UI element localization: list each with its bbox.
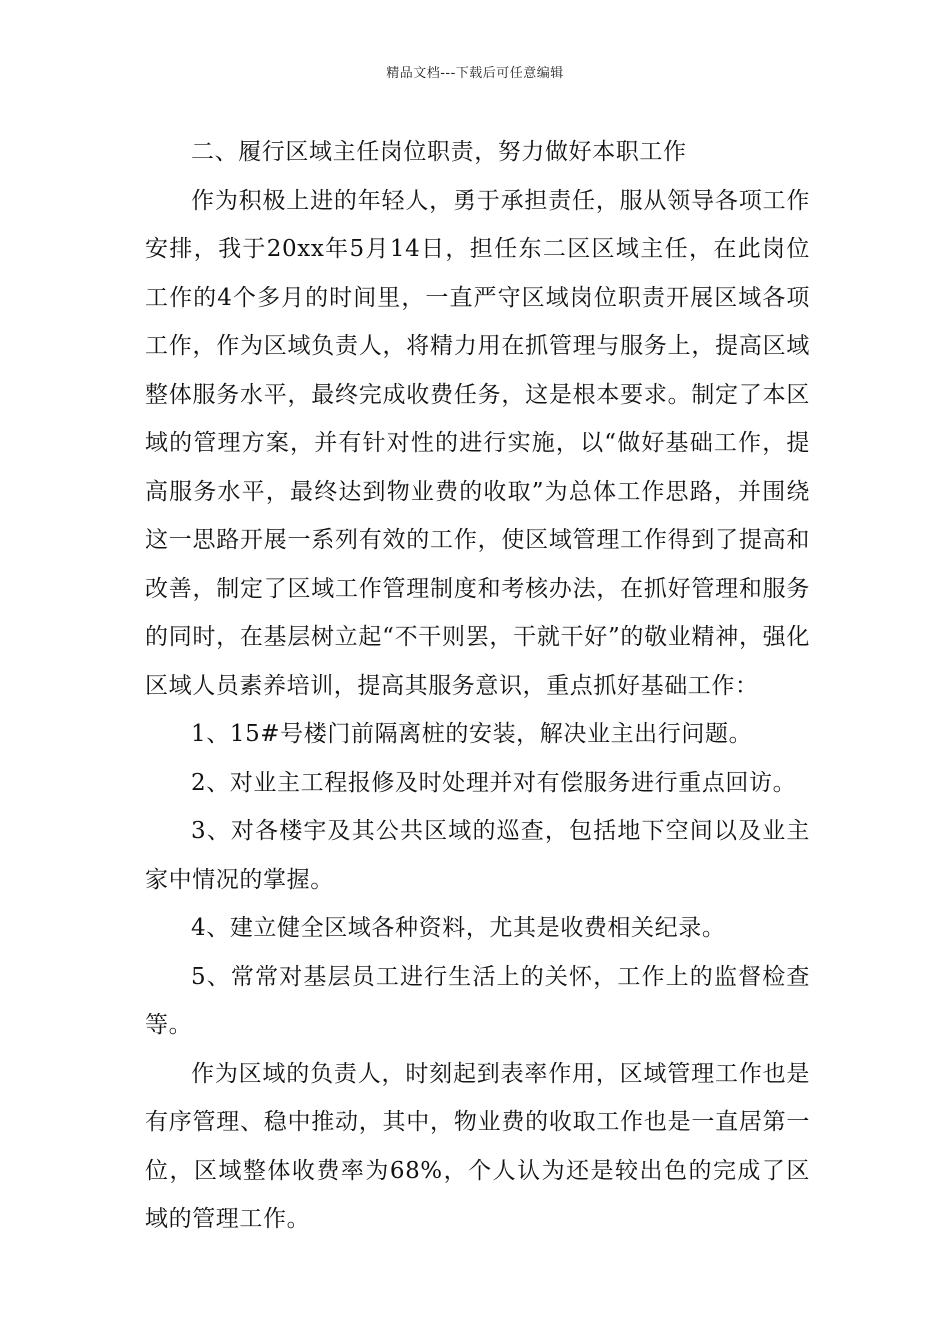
- section-heading: 二、履行区域主任岗位职责，努力做好本职工作: [191, 139, 687, 165]
- list-item: 4、建立健全区域各种资料，尤其是收费相关纪录。: [191, 915, 726, 941]
- document-body: [145, 128, 810, 1244]
- body-paragraph: 作为区域的负责人，时刻起到表率作用，区域管理工作也是有序管理、稳中推动，其中，物业费的收取工作也是一直居第一位，区域整体收费率为68%，个人认为还是较出色的完成了区域的管理工作。: [145, 1060, 810, 1232]
- list-item: 1、15#号楼门前隔离桩的安装，解决业主出行问题。: [191, 721, 753, 747]
- list-item: 2、对业主工程报修及时处理并对有偿服务进行重点回访。: [191, 769, 797, 796]
- body-paragraph: 作为积极上进的年轻人，勇于承担责任，服从领导各项工作安排，我于20xx年5月14日，担任东二区区域主任，在此岗位工作的4个多月的时间里，一直严守区域岗位职责开展区域各项工作，作为区域负责人，将精力用在抓管理与服务上，提高区域整体服务水平，最终完成收费任务，这是根本要求。制定了本区域的管理方案，并有针对性的进行实施，以“做好基础工作，提高服务水平，最终达到物业费的收取”为总体工作思路，并围绕这一思路开展一系列有效的工作，使区域管理工作得到了提高和改善，制定了区域工作管理制度和考核办法，在抓好管理和服务的同时，在基层树立起“不干则罢，干就干好”的敬业精神，强化区域人员素养培训，提高其服务意识，重点抓好基础工作：: [145, 187, 810, 699]
- list-item: 3、对各楼宇及其公共区域的巡查，包括地下空间以及业主家中情况的掌握。: [145, 818, 810, 893]
- list-item: 5、常常对基层员工进行生活上的关怀，工作上的监督检查等。: [145, 963, 810, 1038]
- header-note: 精品文档---下载后可任意编辑: [386, 66, 564, 81]
